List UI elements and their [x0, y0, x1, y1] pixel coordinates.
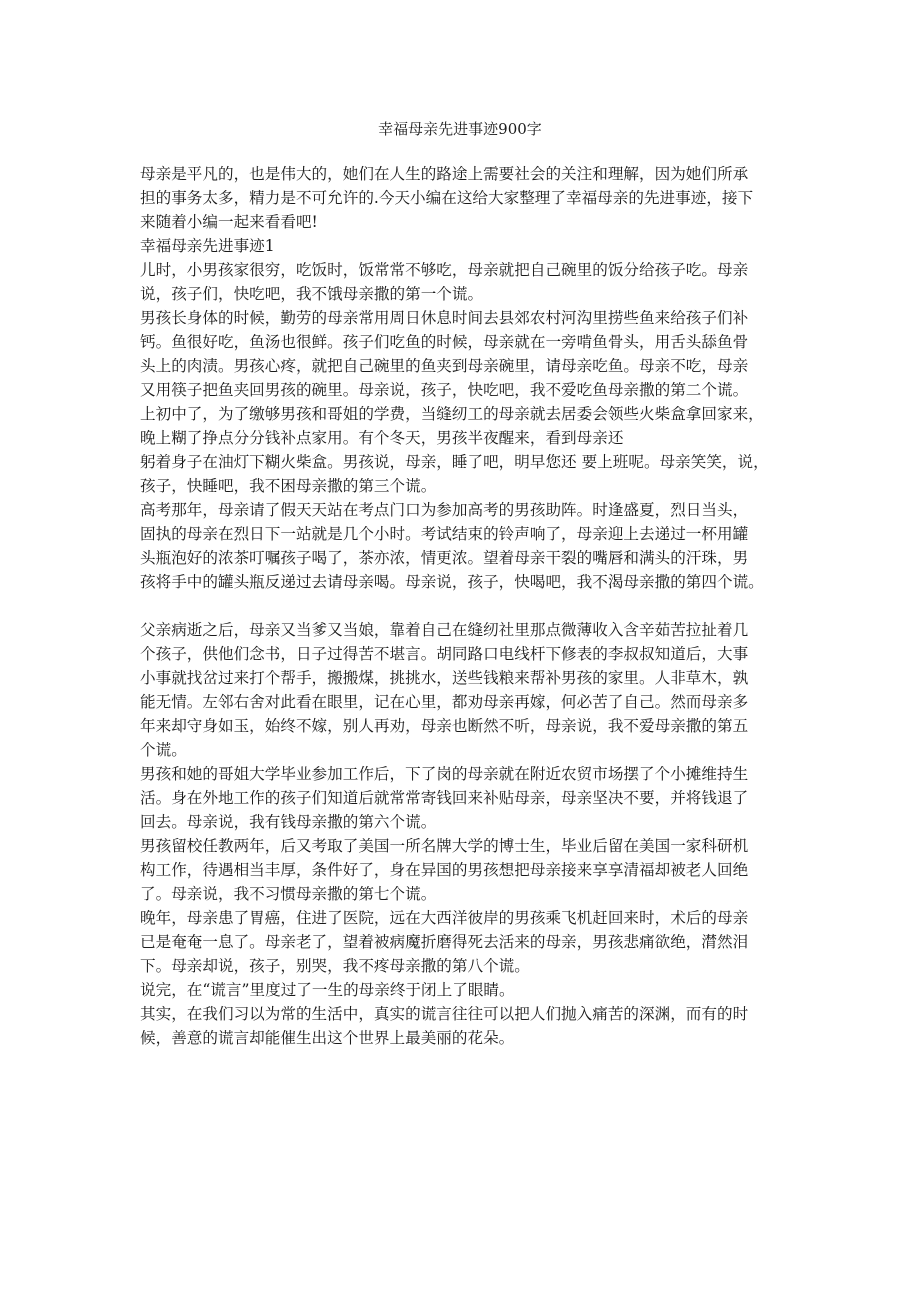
text-line: 幸福母亲先进事迹1	[140, 237, 275, 255]
text-line: 能无情。左邻右舍对此看在眼里，记在心里，都劝母亲再嫁，何必苦了自己。然而母亲多	[140, 693, 749, 711]
text-line: 小事就找岔过来打个帮手，搬搬煤，挑挑水，送些钱粮来帮补男孩的家里。人非草木，孰	[140, 669, 749, 687]
text-line: 晚上糊了挣点分分钱补点家用。有个冬天，男孩半夜醒来，看到母亲还	[140, 429, 624, 447]
text-line: 孩将手中的罐头瓶反递过去请母亲喝。母亲说，孩子，快喝吧，我不渴母亲撒的第四个谎。	[140, 573, 764, 591]
blank-line	[140, 594, 785, 618]
text-line: 了。母亲说，我不习惯母亲撒的第七个谎。	[140, 885, 437, 903]
text-line: 母亲是平凡的，也是伟大的，她们在人生的路途上需要社会的关注和理解，因为她们所承	[140, 165, 749, 183]
text-line: 其实，在我们习以为常的生活中，真实的谎言往往可以把人们抛入痛苦的深渊，而有的时	[140, 1005, 749, 1023]
text-line: 头上的肉渍。男孩心疼，就把自己碗里的鱼夹到母亲碗里，请母亲吃鱼。母亲不吃，母亲	[140, 357, 749, 375]
text-line: 担的事务太多，精力是不可允许的.今天小编在这给大家整理了幸福母亲的先进事迹，接下	[140, 189, 754, 207]
text-line: 说，孩子们，快吃吧，我不饿母亲撒的第一个谎。	[140, 285, 484, 303]
text-line: 来随着小编一起来看看吧!	[140, 213, 318, 231]
text-line: 男孩和她的哥姐大学毕业参加工作后，下了岗的母亲就在附近农贸市场摆了个小摊维持生	[140, 765, 749, 783]
text-line: 说完，在“谎言”里度过了一生的母亲终于闭上了眼睛。	[140, 981, 515, 999]
text-line: 躬着身子在油灯下糊火柴盒。男孩说，母亲，睡了吧，明早您还 要上班呢。母亲笑笑，说，	[140, 453, 769, 471]
text-line: 固执的母亲在烈日下一站就是几个小时。考试结束的铃声响了，母亲迎上去递过一杯用罐	[140, 525, 749, 543]
text-line: 已是奄奄一息了。母亲老了，望着被病魔折磨得死去活来的母亲，男孩悲痛欲绝，潸然泪	[140, 933, 749, 951]
document-body	[140, 162, 785, 1050]
text-line: 上初中了，为了缴够男孩和哥姐的学费，当缝纫工的母亲就去居委会领些火柴盒拿回家来，	[140, 405, 764, 423]
text-line: 下。母亲却说，孩子，别哭，我不疼母亲撒的第八个谎。	[140, 957, 530, 975]
text-line: 儿时，小男孩家很穷，吃饭时，饭常常不够吃，母亲就把自己碗里的饭分给孩子吃。母亲	[140, 261, 749, 279]
text-line: 晚年，母亲患了胃癌，住进了医院，远在大西洋彼岸的男孩乘飞机赶回来时，术后的母亲	[140, 909, 749, 927]
text-line: 回去。母亲说，我有钱母亲撒的第六个谎。	[140, 813, 437, 831]
text-line: 构工作，待遇相当丰厚，条件好了，身在异国的男孩想把母亲接来享享清福却被老人回绝	[140, 861, 749, 879]
document-title: 幸福母亲先进事迹900字	[378, 120, 542, 138]
text-line: 钙。鱼很好吃，鱼汤也很鲜。孩子们吃鱼的时候，母亲就在一旁啃鱼骨头，用舌头舔鱼骨	[140, 333, 749, 351]
text-line: 父亲病逝之后，母亲又当爹又当娘，靠着自己在缝纫社里那点微薄收入含辛茹苦拉扯着几	[140, 621, 749, 639]
text-line: 又用筷子把鱼夹回男孩的碗里。母亲说，孩子，快吃吧，我不爱吃鱼母亲撒的第二个谎。	[140, 381, 749, 399]
text-line: 候，善意的谎言却能催生出这个世界上最美丽的花朵。	[140, 1029, 515, 1047]
text-line: 高考那年，母亲请了假天天站在考点门口为参加高考的男孩助阵。时逢盛夏，烈日当头，	[140, 501, 749, 519]
text-line: 个谎。	[140, 741, 187, 759]
text-line: 孩子，快睡吧，我不困母亲撒的第三个谎。	[140, 477, 437, 495]
text-line: 活。身在外地工作的孩子们知道后就常常寄钱回来补贴母亲，母亲坚决不要，并将钱退了	[140, 789, 749, 807]
text-line: 个孩子，供他们念书，日子过得苦不堪言。胡同路口电线杆下修表的李叔叔知道后，大事	[140, 645, 749, 663]
text-line: 年来却守身如玉，始终不嫁，别人再劝，母亲也断然不听，母亲说，我不爱母亲撒的第五	[140, 717, 749, 735]
text-line: 头瓶泡好的浓茶叮嘱孩子喝了，茶亦浓，情更浓。望着母亲干裂的嘴唇和满头的汗珠，男	[140, 549, 749, 567]
text-line: 男孩留校任教两年，后又考取了美国一所名牌大学的博士生，毕业后留在美国一家科研机	[140, 837, 749, 855]
text-line: 男孩长身体的时候，勤劳的母亲常用周日休息时间去县郊农村河沟里捞些鱼来给孩子们补	[140, 309, 749, 327]
